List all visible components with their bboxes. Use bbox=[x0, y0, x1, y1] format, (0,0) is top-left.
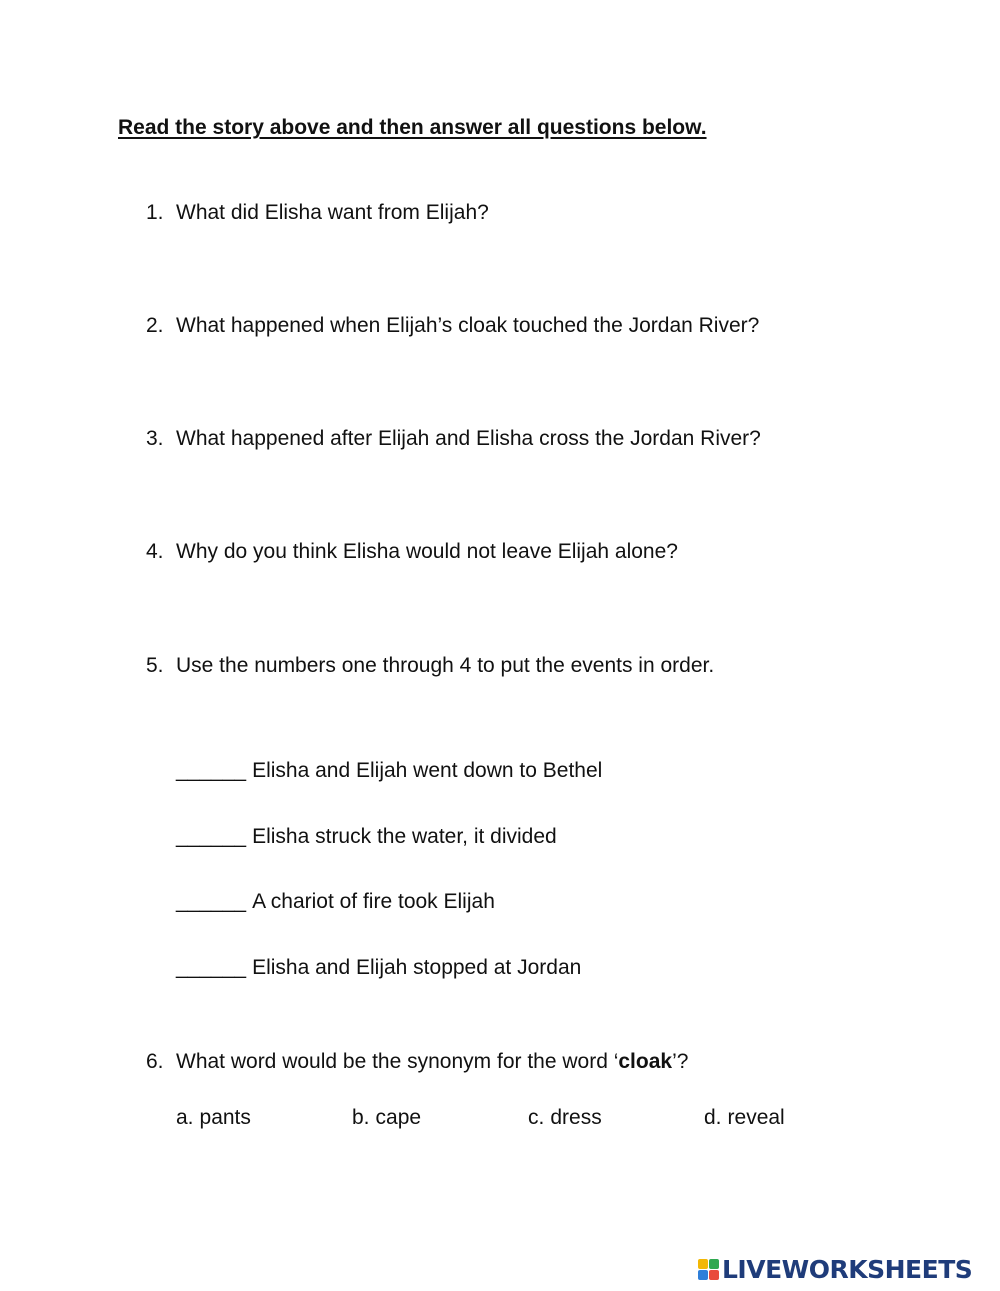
question-3 bbox=[146, 427, 761, 451]
question-5 bbox=[146, 654, 714, 678]
option-a[interactable] bbox=[176, 1106, 251, 1130]
question-text: What word would be the synonym for the word ‘ bbox=[176, 1050, 619, 1073]
question-number: 4. bbox=[146, 540, 164, 563]
option-text: cape bbox=[375, 1106, 422, 1129]
option-letter: a. bbox=[176, 1106, 194, 1129]
answer-blank[interactable]: ______ bbox=[176, 956, 247, 979]
question-number: 5. bbox=[146, 654, 164, 677]
instructions-heading: Read the story above and then answer all questions below. bbox=[118, 116, 707, 139]
blocks-icon bbox=[698, 1259, 719, 1280]
option-letter: c. bbox=[528, 1106, 545, 1129]
question-number: 3. bbox=[146, 427, 164, 450]
question-text: Why do you think Elisha would not leave Elijah alone? bbox=[176, 540, 678, 563]
ordering-event-2 bbox=[176, 825, 557, 849]
question-6 bbox=[146, 1050, 688, 1074]
brand-name: LIVEWORKSHEETS bbox=[722, 1254, 973, 1284]
question-text: Use the numbers one through 4 to put the events in order. bbox=[176, 654, 715, 677]
option-c[interactable] bbox=[528, 1106, 602, 1130]
option-text: dress bbox=[550, 1106, 602, 1129]
option-letter: b. bbox=[352, 1106, 370, 1129]
event-text: Elisha struck the water, it divided bbox=[252, 825, 557, 848]
question-text: What happened when Elijah’s cloak touched the Jordan River? bbox=[176, 314, 760, 337]
answer-blank[interactable]: ______ bbox=[176, 825, 247, 848]
question-number: 1. bbox=[146, 201, 164, 224]
ordering-event-3 bbox=[176, 890, 495, 914]
answer-blank[interactable]: ______ bbox=[176, 759, 247, 782]
question-text-end: ’? bbox=[672, 1050, 689, 1073]
option-text: reveal bbox=[727, 1106, 785, 1129]
question-number: 2. bbox=[146, 314, 164, 337]
option-b[interactable] bbox=[352, 1106, 421, 1130]
answer-blank[interactable]: ______ bbox=[176, 890, 247, 913]
question-text: What did Elisha want from Elijah? bbox=[176, 201, 489, 224]
question-2 bbox=[146, 314, 759, 338]
ordering-event-1 bbox=[176, 759, 602, 783]
question-text: What happened after Elijah and Elisha cross the Jordan River? bbox=[176, 427, 761, 450]
option-text: pants bbox=[199, 1106, 251, 1129]
event-text: Elisha and Elijah went down to Bethel bbox=[252, 759, 603, 782]
question-1 bbox=[146, 201, 489, 225]
option-d[interactable] bbox=[704, 1106, 785, 1130]
block-icon-tile bbox=[698, 1259, 708, 1269]
option-letter: d. bbox=[704, 1106, 722, 1129]
liveworksheets-logo bbox=[698, 1254, 972, 1284]
ordering-event-4 bbox=[176, 956, 581, 980]
event-text: A chariot of fire took Elijah bbox=[252, 890, 495, 913]
block-icon-tile bbox=[698, 1270, 708, 1280]
block-icon-tile bbox=[709, 1270, 719, 1280]
block-icon-tile bbox=[709, 1259, 719, 1269]
event-text: Elisha and Elijah stopped at Jordan bbox=[252, 956, 582, 979]
question-4 bbox=[146, 540, 678, 564]
question-number: 6. bbox=[146, 1050, 164, 1073]
bold-keyword: cloak bbox=[618, 1050, 673, 1073]
